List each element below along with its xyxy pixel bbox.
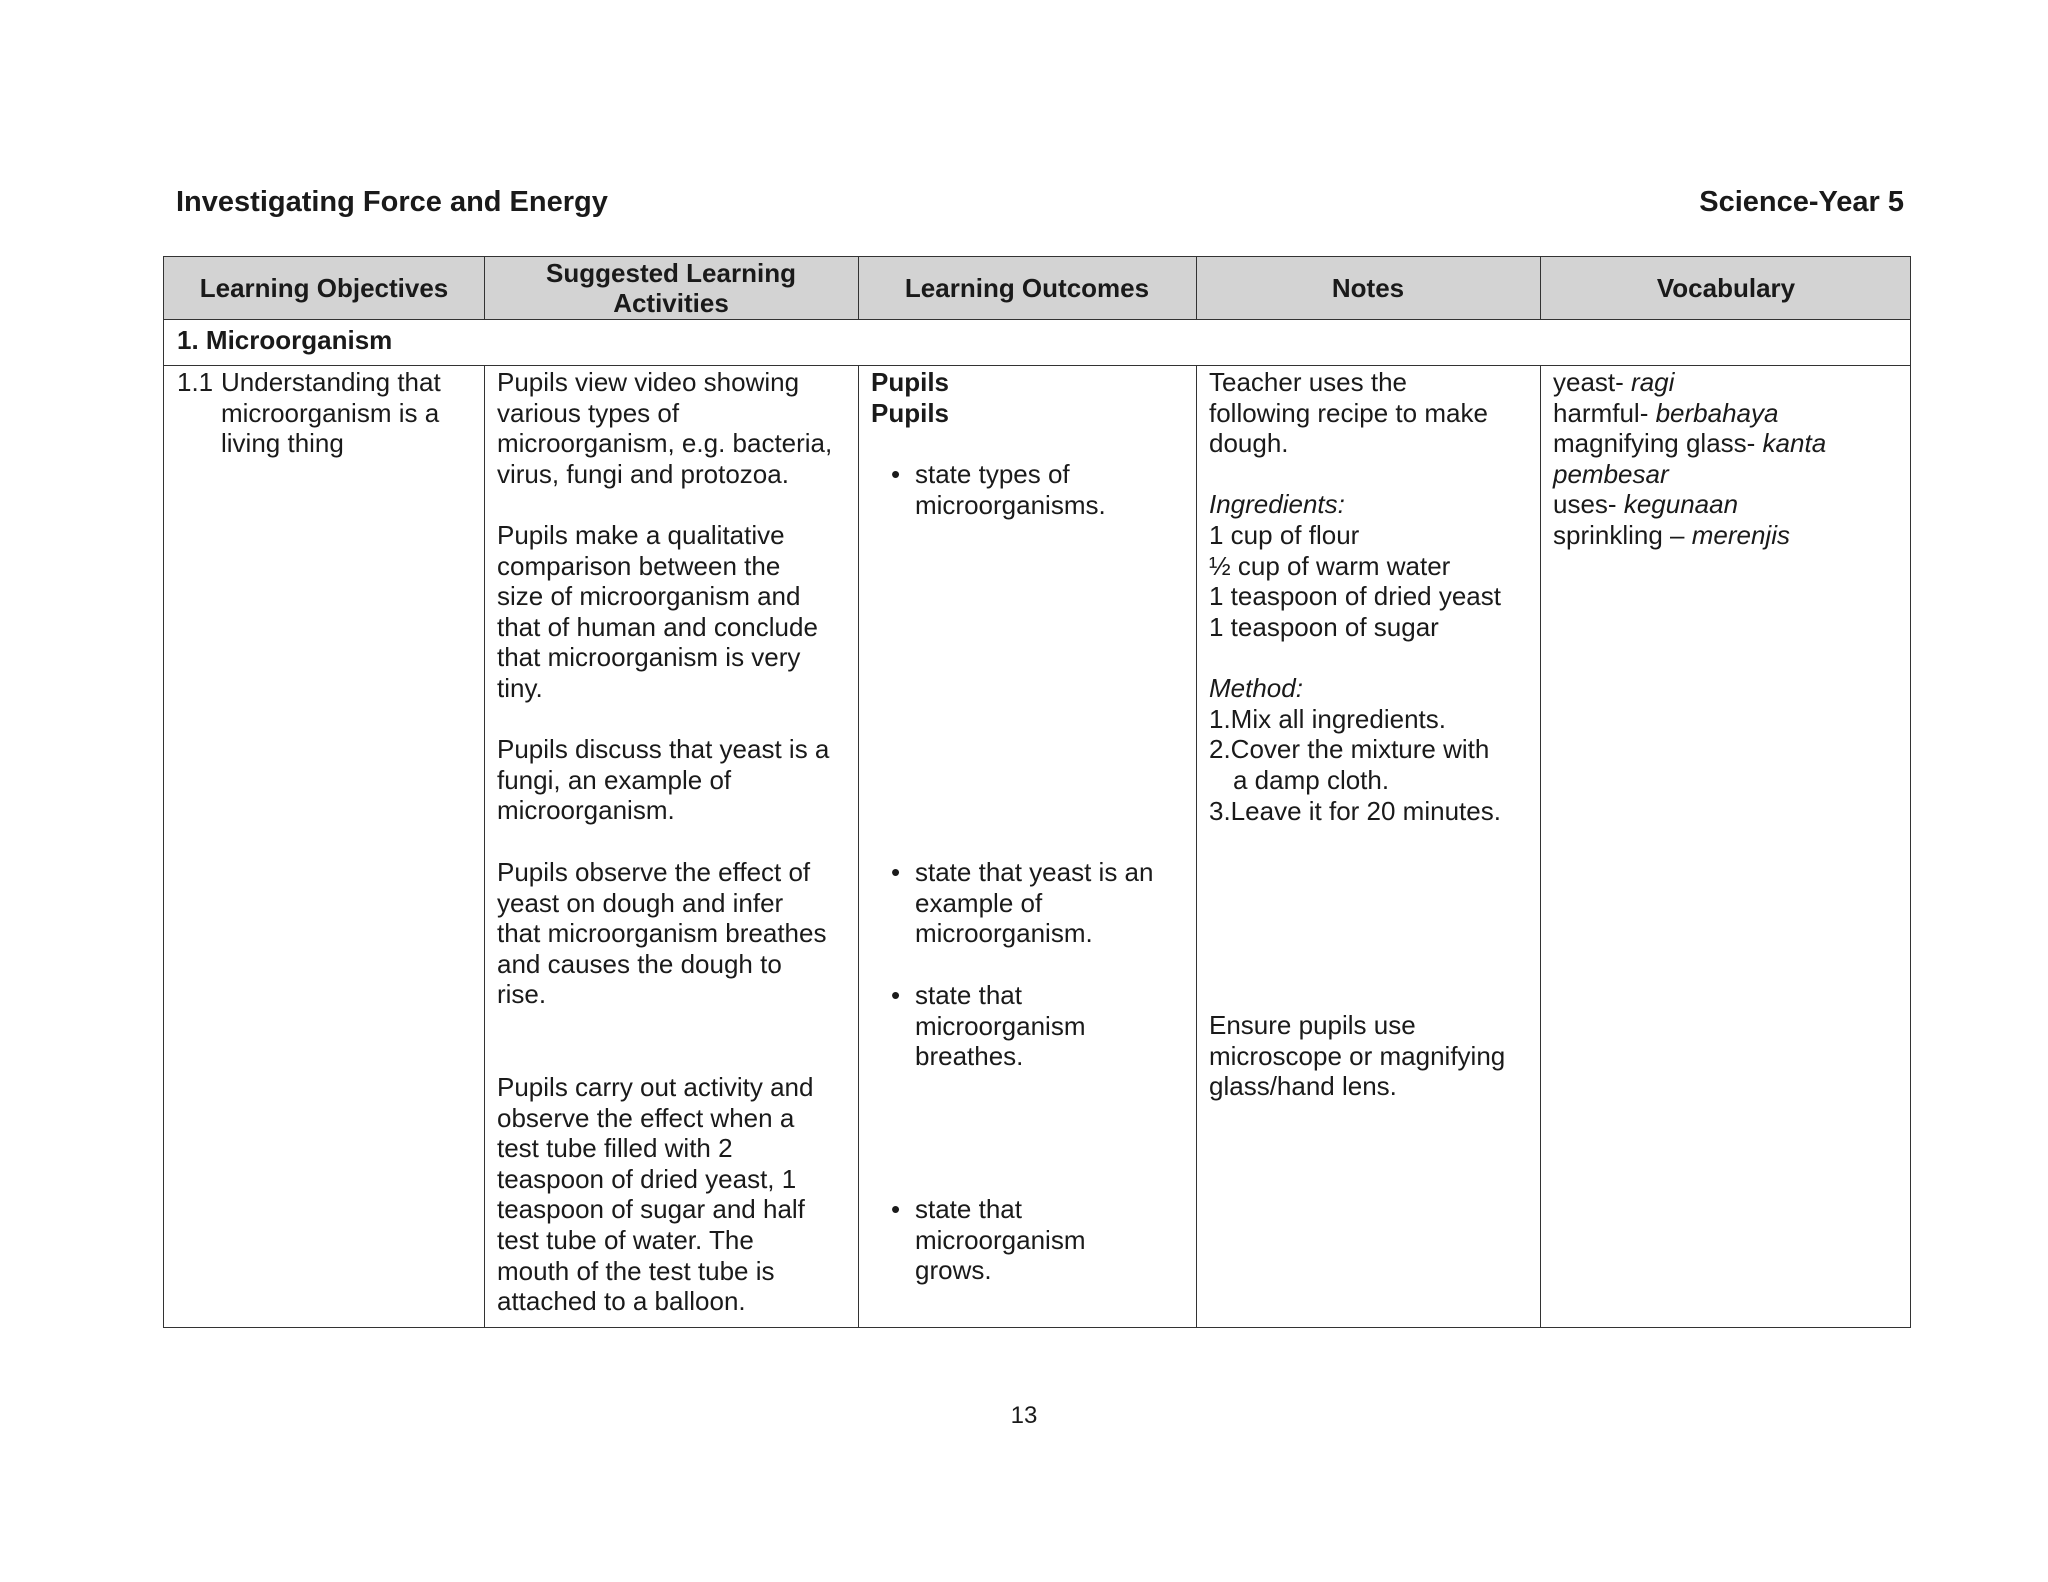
page-number: 13 xyxy=(1010,1402,1038,1429)
method-step: 1.Mix all ingredients. xyxy=(1209,704,1446,734)
column-header-outcomes: Learning Outcomes xyxy=(904,273,1150,303)
column-header-notes: Notes xyxy=(1331,273,1405,303)
vocab-entry: magnifying glass- kanta pembesar xyxy=(1553,428,1827,489)
column-header-vocabulary: Vocabulary xyxy=(1656,273,1796,303)
outcome-item: • state that microorganism breathes. xyxy=(871,980,1086,1072)
objective-text: Understanding that microorganism is a living thing xyxy=(221,367,441,459)
ingredient-item: 1 cup of flour xyxy=(1209,520,1360,550)
activity-paragraph: Pupils observe the effect of yeast on dough and infer that microorganism breathes and causes the dough to rise. xyxy=(497,857,827,1010)
outcome-item: • state types of microorganisms. xyxy=(871,459,1106,520)
vocab-entry: harmful- berbahaya xyxy=(1553,397,1779,428)
objective-cell xyxy=(177,367,477,459)
vocab-entry: yeast- ragi xyxy=(1553,367,1675,397)
notes-cell xyxy=(1209,367,1534,1317)
method-step: 3.Leave it for 20 minutes. xyxy=(1209,796,1501,826)
outcomes-lead: Pupils xyxy=(871,398,950,428)
vocabulary-cell xyxy=(1553,367,1903,551)
outcome-item: • state that microorganism grows. xyxy=(871,1194,1086,1286)
activity-paragraph: Pupils make a qualitative comparison between the size of microorganism and that of human and conclude that microorganism is very tiny. xyxy=(497,520,818,703)
activity-paragraph: Pupils discuss that yeast is a fungi, an example of microorganism. xyxy=(497,734,830,826)
ingredient-item: 1 teaspoon of sugar xyxy=(1209,612,1439,642)
outcomes-cell xyxy=(871,367,1191,1317)
ingredient-item: 1 teaspoon of dried yeast xyxy=(1209,581,1501,611)
method-label: Method: xyxy=(1209,673,1303,703)
vocab-entry: sprinkling – merenjis xyxy=(1553,519,1790,550)
ingredient-item: ½ cup of warm water xyxy=(1209,551,1451,581)
activity-paragraph: Pupils view video showing various types of microorganism, e.g. bacteria, virus, fungi and protozoa. xyxy=(497,367,833,489)
section-title: 1. Microorganism xyxy=(177,325,393,355)
ingredients-label: Ingredients: xyxy=(1209,489,1345,519)
subject-year: Science-Year 5 xyxy=(1699,186,1904,218)
outcome-item: • state that yeast is an example of microorganism. xyxy=(871,857,1153,949)
column-header-objectives: Learning Objectives xyxy=(199,273,449,303)
notes-ensure: Ensure pupils use microscope or magnifying glass/hand lens. xyxy=(1209,1010,1506,1102)
column-header-activities: Suggested Learning Activities xyxy=(546,258,796,318)
vocab-entry: uses- kegunaan xyxy=(1553,489,1739,520)
outcomes-lead: Pupils xyxy=(871,367,950,397)
method-step: 2.Cover the mixture with a damp cloth. xyxy=(1209,734,1490,795)
objective-number: 1.1 xyxy=(177,367,214,397)
activities-cell xyxy=(497,367,852,1317)
scheme-table xyxy=(163,256,1911,1328)
notes-intro: Teacher uses the following recipe to make dough. xyxy=(1209,367,1488,459)
document-title: Investigating Force and Energy xyxy=(176,186,608,218)
activity-paragraph: Pupils carry out activity and observe the effect when a test tube filled with 2 teaspoon of dried yeast, 1 teaspoon of sugar and half test tube of water. The mouth of the test tube is attached to a balloon. xyxy=(497,1072,814,1317)
